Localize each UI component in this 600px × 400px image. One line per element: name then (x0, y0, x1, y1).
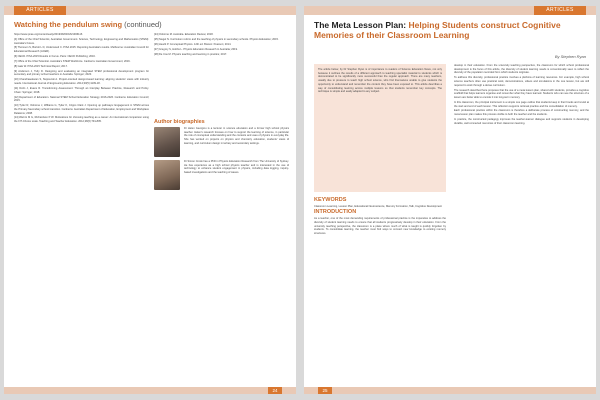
body-paragraph: In practice, the constructed pedagogy improves the teacher-learner dialogue and supports students in developing durable, well connected memories of their classroom learning. (454, 118, 589, 125)
body-paragraph: The research described here proposes that the use of a meta lesson plan, shared with students, provides a cognitive scaffold that helps learners organise and remember what they have learned. Students who can see the structure of a lesson are better able to encode it into long-term memory. (454, 88, 589, 99)
footer-bar (4, 387, 296, 394)
bio-entry (154, 160, 289, 190)
bio-heading: Author biographies (154, 119, 205, 125)
right-page (304, 6, 596, 394)
footer-bar (304, 387, 596, 394)
section-tab: ARTICLES (14, 6, 66, 15)
reference-item: [27] Gregory S, Hobbs L. Physics Education Research in Australia; 2019. (154, 47, 238, 51)
article-author: By Stephen Ryan (554, 54, 586, 59)
references-column-1 (14, 33, 149, 383)
abstract-box: The article below, by Dr Stephen Ryan is of importance to readers of Science Education News, not only because it outlines the results of a different approach to teaching specialist material to students which is demonstrated to be significantly more successful than the regular approach. There are many teachers, usually due to pressure to teach high school science, who find themselves unable to give students the opportunity to understand and remember the content they have been exposed to. This article describes a way of consolidating learning across multiple lessons so that students remember key concepts. The technique is simple and easily adapted to any subject. (314, 64, 446, 192)
reference-item: [4] Office of the Chief Scientist, Australian Government. Science, Technology, Engineering and Mathematics (STEM): Australia's Future. (14, 37, 149, 45)
author-photo (154, 160, 180, 190)
body-paragraph: develop in their education. From the university teaching perspective, the classroom for which school professional development is the focus of this article, the diversity of student learning needs is conventionally seen to reflect the diversity of the population recorded from which students originate. (454, 64, 589, 75)
article-title (314, 20, 589, 40)
author-biographies (154, 116, 289, 193)
reference-item: [13] Tytler R, Osborne J, Williams G, Tytler K, Cripps Clark J. Opening up pathways: Engagement in STEM across the Primary-Secondary school transition. Canberra: Australian Department of Education, Employment and Workplace Relations; 2008. (14, 104, 149, 115)
page-number: 25 (318, 387, 332, 394)
reference-item: [9] Anderson J, Tully D. Designing and evaluating an integrated STEM professional development program for secondary and primary school teachers in Australia. Springer; 2020. (14, 69, 149, 77)
references-column-2 (154, 33, 289, 113)
reference-item: [25] Siegel N. Curriculum reform and the teaching of physics in secondary schools. Physics Education; 2015. (154, 37, 279, 41)
body-paragraph: To address this diversity, professional practice involves a plethora of learning resources. For example, high school science teachers often use practical work, demonstrations, videos and simulations in the one lesson, but are still required to work through a dense curriculum. (454, 76, 589, 87)
reference-item: [12] Department of Education. National STEM School Education Strategy 2016-2026. Canberra: Education Council; 2015. (14, 95, 149, 103)
reference-item: [26] Hewitt P. Conceptual Physics. 12th ed. Boston: Pearson; 2014. (154, 42, 232, 46)
reference-item: [24] Osborne M. Australia. Education Review; 2018. (154, 33, 214, 36)
introduction-heading: INTRODUCTION (314, 209, 357, 216)
body-paragraph: In this classroom, the principal instrument is a simple one page outline that students keep in their books and revisit at the start and end of each lesson. This reflection supports retrieval practice and the consolidation of memory. (454, 100, 589, 108)
reference-item: [11] Dolin J, Evans R. Transforming Assessment: Through an Interplay Between Practice, Research and Policy. Cham: Springer; 2018. (14, 86, 149, 94)
left-title-cont: (continued) (124, 20, 162, 29)
section-tab: ARTICLES (534, 6, 586, 15)
bio-text: Dr Helen Georgiou is a lecturer in science education and a former high school physics teacher. Helen's research focuses on how to support the learning of science, in particular the role of conceptual understanding and the contexts and uses of physics in everyday life. She has worked on projects on physics and chemistry education, students' views of learning, and curriculum design in tertiary and secondary settings. (184, 127, 289, 145)
keywords-text: Classroom Learning, Lesson Plan, Educational Neuroscience, Memory Formation, Talk, Cognitive Development (314, 204, 442, 208)
right-column-1 (314, 196, 446, 384)
reference-item: [14] Watt H M G, Richardson P W. Motivations for choosing teaching as a career: An international comparison using the FIT-Choice scale. Teaching and Teacher Education. 2012;28(6):791-805. (14, 116, 149, 124)
page-number: 24 (268, 387, 282, 394)
introduction-text: As a teacher, one of the most demanding requirements of professional practice is the imperative to address the diversity of student learning needs to ensure that all students progressively develop in their education. From the university teaching perspective, the classroom is a place where much of what is taught is quickly forgotten by students. To consolidate learning, the teacher must find ways to connect new knowledge to existing memory structures. (314, 217, 446, 235)
bio-text: Dr Simon Crook has a PhD in Physics Education Research from The University of Sydney. He has experience as a high school physics teacher and is interested in the use of technology to enhance student engagement in physics, including data logging, inquiry-based investigations and the teaching of waves. (184, 160, 289, 175)
author-photo (154, 127, 180, 157)
article-title-rest: Helping Students construct Cognitive Memories of their Classroom Learning (314, 20, 561, 40)
left-page-title (14, 20, 162, 29)
reference-item: [8] Gale W. PISA 2015 Technical Report; 2017. (14, 64, 68, 68)
keywords-heading: KEYWORDS (314, 197, 347, 203)
reference-item: [7] Office of the Chief Scientist. Australia's STEM Workforce. Canberra: Australian Government; 2016. (14, 59, 131, 63)
article-title-lead: The Meta Lesson Plan: (314, 20, 407, 30)
bio-entry (154, 127, 289, 157)
left-title-main: Watching the pendulum swing (14, 20, 123, 29)
left-page (4, 6, 296, 394)
reference-item: [6] OECD. PISA 2015 Results in Focus. Paris: OECD Publishing; 2016. (14, 55, 96, 59)
body-paragraph: Each professional practice within the classroom is therefore a deliberate process of constructing memory, and the meta lesson plan makes this process visible to both the teacher and the students. (454, 109, 589, 117)
reference-item: https://www.pnas.org/content/early/2019/09/03/1821936116 (14, 33, 83, 36)
reference-item: [5] Thomson S, Bortoli L D, Underwood C. PISA 2015: Reporting Australia's results. Melbourne: Australian Council for Educational Research (ACER). (14, 46, 149, 54)
reference-item: [28] De Cou M. Physics teaching and learning in practice; 2017. (154, 52, 228, 56)
reference-item: [10] Chandrasekaran S, Stojcevski A. Project-oriented design-based learning: aligning students' views with industry needs. International Journal of Engineering Education. 2014;30(5):1109-18. (14, 78, 149, 86)
right-column-2 (454, 64, 589, 384)
